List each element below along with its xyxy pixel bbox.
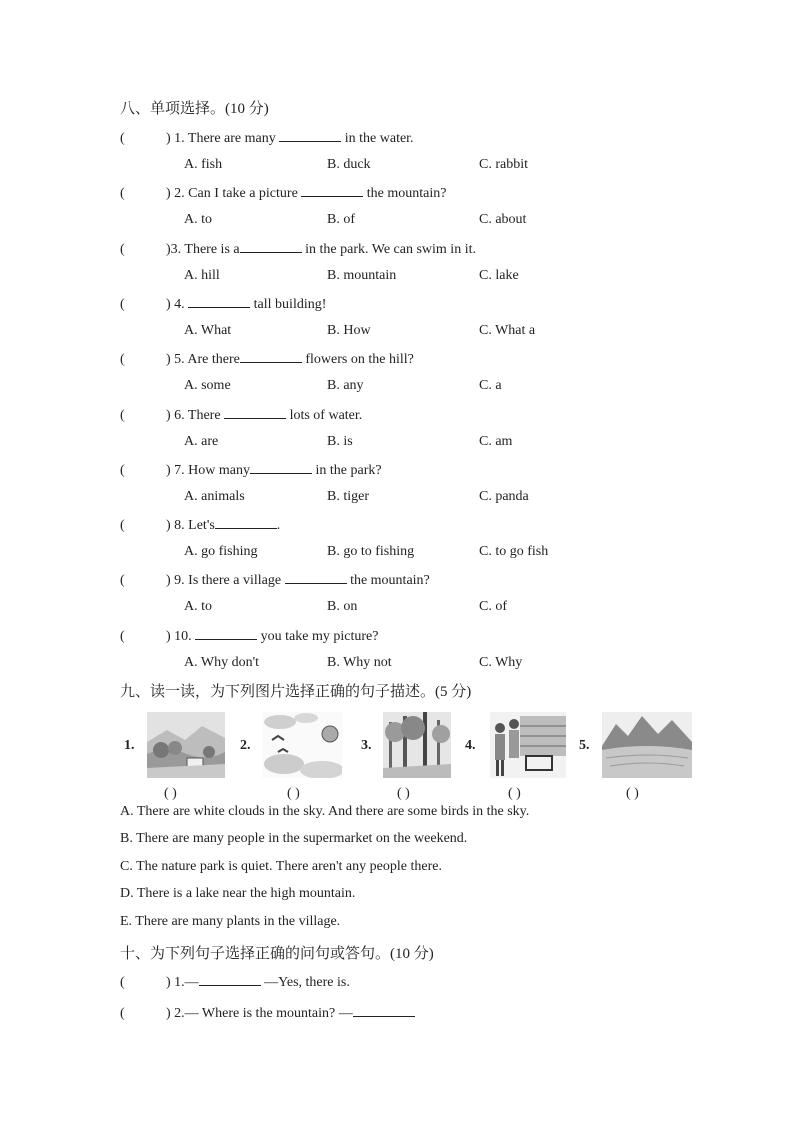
answer-blank[interactable] [199,973,261,986]
question-text-pre: ) 5. Are there [166,352,240,367]
question-4 [120,295,326,313]
picture-number-2: 2. [240,738,251,753]
answer-blank[interactable] [353,1004,415,1017]
answer-paren[interactable]: ( [120,131,125,146]
answer-blank[interactable] [224,406,286,419]
answer-blank[interactable] [195,627,257,640]
sentence-c: C. The nature park is quiet. There aren't any people there. [120,859,442,874]
question-text-pre: )3. There is a [166,242,240,257]
question-text-post: . [276,518,281,533]
sentence-b: B. There are many people in the supermarket on the weekend. [120,831,468,846]
section-10-question-2: ( ) 2.— Where is the mountain? — [120,1004,415,1022]
answer-paren[interactable]: ( [120,573,125,588]
picture-5-answer-paren[interactable]: ( ) [626,786,639,801]
sentence-a: A. There are white clouds in the sky. And there are some birds in the sky. [120,804,530,819]
answer-blank[interactable] [240,240,302,253]
section-10-title: 十、为下列句子选择正确的问句或答句。(10 分) [120,946,434,962]
question-text-pre: ) 7. How many [166,463,250,478]
question-8-option-c[interactable]: C. to go fish [479,544,549,559]
question-7-option-a[interactable]: A. animals [184,489,245,504]
answer-paren[interactable]: ( [120,297,125,312]
question-4-option-b[interactable]: B. How [327,323,371,338]
answer-blank[interactable] [250,461,312,474]
answer-paren[interactable]: ( [120,629,125,644]
question-1-option-c[interactable]: C. rabbit [479,157,528,172]
question-9-option-b[interactable]: B. on [327,599,358,614]
question-4-option-c[interactable]: C. What a [479,323,536,338]
question-9-option-c[interactable]: C. of [479,599,507,614]
question-2-option-b[interactable]: B. of [327,212,355,227]
question-9 [120,571,430,589]
answer-paren[interactable]: ( [120,518,125,533]
question-8-option-a[interactable]: A. go fishing [184,544,258,559]
answer-blank[interactable] [279,129,341,142]
question-text-post: in the water. [341,131,414,146]
question-1-option-b[interactable]: B. duck [327,157,371,172]
question-text-post: tall building! [250,297,327,312]
answer-blank[interactable] [301,184,363,197]
question-5 [120,350,414,368]
picture-3-answer-paren[interactable]: ( ) [397,786,410,801]
answer-paren[interactable]: ( [120,1006,125,1021]
question-10-option-b[interactable]: B. Why not [327,655,392,670]
question-7-option-c[interactable]: C. panda [479,489,529,504]
answer-paren[interactable]: ( [120,242,125,257]
question-1 [120,129,414,147]
question-text-pre: ) 6. There [166,408,225,423]
question-text-pre: ) 9. Is there a village [166,573,285,588]
answer-paren[interactable]: ( [120,408,125,423]
picture-3-park-image [383,712,451,778]
question-text-post: flowers on the hill? [301,352,414,367]
question-8 [120,516,280,534]
section-10-question-1: ( ) 1.— —Yes, there is. [120,975,350,990]
question-8-option-b[interactable]: B. go to fishing [327,544,415,559]
picture-number-4: 4. [465,738,476,753]
question-text-pre: ) 8. Let's [166,518,215,533]
question-10-option-a[interactable]: A. Why don't [184,655,259,670]
question-text-pre: ) 10. [166,629,196,644]
answer-paren[interactable]: ( [120,352,125,367]
question-6-option-a[interactable]: A. are [184,434,219,449]
question-7-option-b[interactable]: B. tiger [327,489,369,504]
question-text-post: the mountain? [346,573,430,588]
sentence-e: E. There are many plants in the village. [120,914,341,929]
picture-number-3: 3. [361,738,372,753]
question-5-option-b[interactable]: B. any [327,378,364,393]
question-2-option-a[interactable]: A. to [184,212,212,227]
section-8-title: 八、单项选择。(10 分) [120,101,269,117]
question-7 [120,461,382,479]
question-text-post: you take my picture? [257,629,379,644]
answer-paren[interactable]: ( [120,463,125,478]
question-10-option-c[interactable]: C. Why [479,655,523,670]
picture-1-answer-paren[interactable]: ( ) [164,786,177,801]
question-6 [120,406,362,424]
question-text-post: in the park. We can swim in it. [301,242,476,257]
picture-4-answer-paren[interactable]: ( ) [508,786,521,801]
question-3-option-c[interactable]: C. lake [479,268,519,283]
question-3-option-a[interactable]: A. hill [184,268,220,283]
answer-blank[interactable] [285,571,347,584]
picture-5-lake-mountain-image [602,712,692,778]
question-9-option-a[interactable]: A. to [184,599,212,614]
question-6-option-c[interactable]: C. am [479,434,513,449]
sentence-d: D. There is a lake near the high mountain. [120,886,356,901]
question-1-option-a[interactable]: A. fish [184,157,223,172]
picture-1-village-image [147,712,225,778]
picture-2-sky-image [262,712,342,778]
answer-paren[interactable]: ( [120,186,125,201]
question-text-post: the mountain? [363,186,447,201]
question-6-option-b[interactable]: B. is [327,434,353,449]
question-5-option-c[interactable]: C. a [479,378,502,393]
picture-2-answer-paren[interactable]: ( ) [287,786,300,801]
answer-blank[interactable] [215,516,277,529]
question-2-option-c[interactable]: C. about [479,212,527,227]
question-text-post: lots of water. [286,408,363,423]
question-3 [120,240,476,258]
question-text-pre: ) 1. There are many [166,131,280,146]
picture-4-supermarket-image [490,712,566,778]
answer-paren[interactable]: ( [120,975,125,990]
question-10 [120,627,378,645]
answer-blank[interactable] [240,350,302,363]
question-4-option-a[interactable]: A. What [184,323,232,338]
picture-number-5: 5. [579,738,590,753]
question-text-post: in the park? [312,463,382,478]
question-3-option-b[interactable]: B. mountain [327,268,397,283]
question-text-pre: ) 2. Can I take a picture [166,186,302,201]
question-text-pre: ) 4. [166,297,189,312]
picture-number-1: 1. [124,738,135,753]
section-9-title: 九、读一读，为下列图片选择正确的句子描述。(5 分) [120,684,472,700]
question-5-option-a[interactable]: A. some [184,378,231,393]
question-2 [120,184,446,202]
answer-blank[interactable] [188,295,250,308]
